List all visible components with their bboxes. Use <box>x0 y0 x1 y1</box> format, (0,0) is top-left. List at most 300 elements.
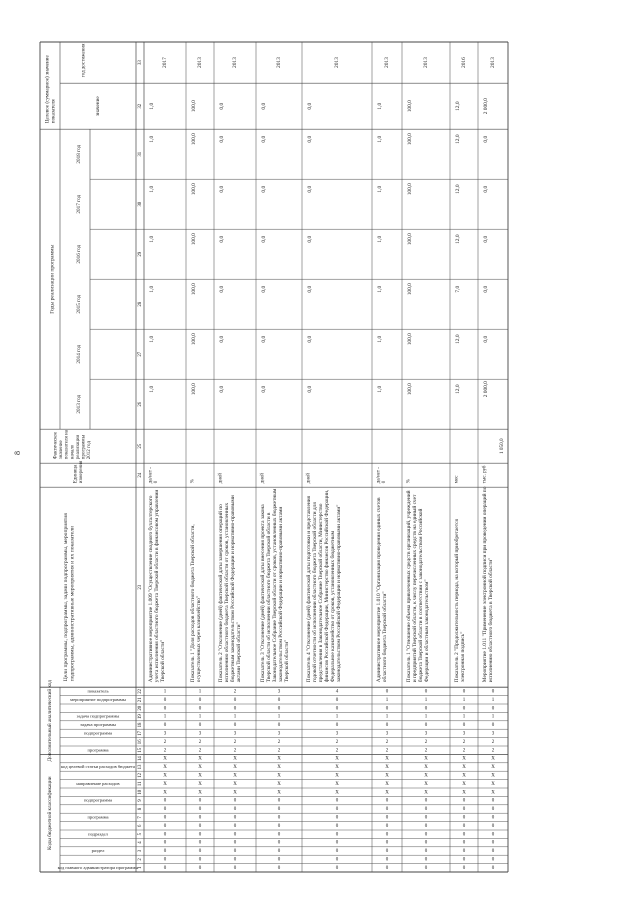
code-cell: 1 <box>335 714 339 720</box>
code-cell: X <box>198 765 202 771</box>
header-code-label: код целевой статьи расходов бюджета <box>61 764 135 770</box>
column-number: 10 <box>138 789 144 795</box>
header-base: 2012 год <box>87 441 93 460</box>
header-code-label: подраздел <box>88 831 108 837</box>
code-cell: X <box>491 756 495 762</box>
row-description: электронная подпись" <box>459 631 466 683</box>
code-cell: X <box>335 765 339 771</box>
code-cell: X <box>462 781 466 787</box>
code-cell: 1 <box>462 697 466 703</box>
code-cell: 0 <box>385 840 389 846</box>
code-cell: 0 <box>385 849 389 855</box>
row-year-value: 1,0 <box>377 285 384 293</box>
column-number: 13 <box>138 764 144 770</box>
row-target-year: 2013 <box>490 57 497 68</box>
row-unit: 0 <box>382 480 388 484</box>
code-cell: 0 <box>277 697 281 703</box>
code-cell: X <box>277 790 281 796</box>
header-target-value: значение <box>95 96 102 117</box>
code-cell: 0 <box>335 807 339 813</box>
code-cell: 1 <box>385 697 389 703</box>
code-cell: X <box>424 773 428 779</box>
code-cell: 0 <box>424 706 428 712</box>
code-cell: 0 <box>385 857 389 863</box>
code-cell: 3 <box>385 731 389 737</box>
row-year-value: 0,0 <box>307 135 314 143</box>
column-number: 27 <box>138 351 144 357</box>
row-year-value: 0,0 <box>261 335 268 343</box>
code-cell: X <box>385 790 389 796</box>
code-cell: X <box>491 781 495 787</box>
code-cell: 0 <box>163 865 167 871</box>
code-cell: 0 <box>385 823 389 829</box>
page-number: 8 <box>13 451 22 455</box>
code-cell: 0 <box>198 832 202 838</box>
code-cell: 0 <box>385 706 389 712</box>
code-cell: 0 <box>385 832 389 838</box>
code-cell: 0 <box>233 857 237 863</box>
row-description: Тверской области" <box>159 639 166 683</box>
row-year-value: 100,0 <box>191 183 198 196</box>
code-cell: 0 <box>277 723 281 729</box>
row-year-value: 12,0 <box>455 184 462 194</box>
indicators-table <box>40 42 508 872</box>
row-target-year: 2013 <box>276 57 283 68</box>
row-description: Тверской области об исполнении областного бюджета Тверской области в <box>265 512 272 683</box>
code-cell: 0 <box>198 723 202 729</box>
code-cell: 0 <box>462 807 466 813</box>
row-year-value: 1,0 <box>149 335 156 343</box>
code-cell: X <box>277 756 281 762</box>
code-cell: 0 <box>198 849 202 855</box>
code-cell: 0 <box>198 807 202 813</box>
column-number: 30 <box>138 201 144 207</box>
row-year-value: 0,0 <box>261 235 268 243</box>
code-cell: 1 <box>163 689 167 695</box>
row-year-value: 12,0 <box>455 134 462 144</box>
row-year-value: 0,0 <box>219 235 226 243</box>
row-target-value: 100,0 <box>407 100 414 113</box>
row-target-value: 100,0 <box>191 100 198 113</box>
row-year-value: 100,0 <box>191 383 198 396</box>
header-code-label: мероприятие подпрограммы <box>70 696 126 702</box>
row-target-year: 2013 <box>334 57 341 68</box>
code-cell: 2 <box>424 739 428 745</box>
code-cell: X <box>335 781 339 787</box>
code-cell: 0 <box>462 706 466 712</box>
code-cell: X <box>198 773 202 779</box>
row-target-year: 2013 <box>197 57 204 68</box>
header-code-label: программа <box>87 814 109 820</box>
code-cell: X <box>385 765 389 771</box>
code-cell: 0 <box>385 723 389 729</box>
row-target-value: 1,0 <box>149 102 156 110</box>
code-cell: 0 <box>491 849 495 855</box>
row-unit: 0 <box>154 480 160 484</box>
code-cell: 0 <box>277 857 281 863</box>
row-description: Федеральное казначейство от сроков, установленных бюджетным <box>330 530 337 683</box>
code-cell: X <box>385 773 389 779</box>
code-cell: X <box>335 773 339 779</box>
code-cell: 0 <box>424 840 428 846</box>
code-cell: 3 <box>424 731 428 737</box>
row-description: Показатель 1 "Отношение объема привлеченных средств организаций, учреждений <box>405 490 412 683</box>
row-year-value: 0,0 <box>307 235 314 243</box>
column-number: 18 <box>138 722 144 728</box>
code-cell: 0 <box>233 849 237 855</box>
row-year-value: 100,0 <box>191 333 198 346</box>
row-description: Мероприятие 1.011 "Применение электронной подписи при проведении операций по <box>481 486 488 683</box>
row-target-value: 0,0 <box>307 102 314 110</box>
code-cell: 0 <box>424 865 428 871</box>
column-number: 11 <box>138 781 144 787</box>
row-year-value: 0,0 <box>307 335 314 343</box>
header-code-label: подпрограмма <box>83 797 113 803</box>
code-cell: X <box>491 773 495 779</box>
code-cell: X <box>424 781 428 787</box>
header-unit: измерения <box>79 460 85 484</box>
code-cell: 0 <box>424 689 428 695</box>
row-target-value: 12,0 <box>455 101 462 111</box>
code-cell: 0 <box>233 815 237 821</box>
row-description: представления в Законодательное Собрание Тверской области, Министерство <box>317 503 324 683</box>
column-number: 1 <box>138 866 144 870</box>
row-year-value: 100,0 <box>407 183 414 196</box>
header-target-year: год достижения <box>81 43 87 78</box>
code-cell: 3 <box>491 731 495 737</box>
row-year-value: 0,0 <box>483 335 490 343</box>
header-code-label: задача программы <box>80 722 116 728</box>
header-year-y2015: 2015 год <box>76 294 83 314</box>
column-number: 14 <box>138 756 144 761</box>
code-cell: 1 <box>198 689 202 695</box>
code-cell: 0 <box>385 689 389 695</box>
code-cell: X <box>233 765 237 771</box>
column-number: 32 <box>138 103 144 109</box>
code-cell: 0 <box>163 723 167 729</box>
header-base: программы <box>81 435 87 460</box>
row-target-value: 0,0 <box>219 102 226 110</box>
row-year-value: 0,0 <box>483 185 490 193</box>
code-cell: 0 <box>385 807 389 813</box>
row-year-value: 100,0 <box>407 283 414 296</box>
code-cell: 0 <box>462 840 466 846</box>
column-number: 15 <box>138 747 144 753</box>
code-cell: X <box>462 756 466 762</box>
code-cell: 0 <box>335 849 339 855</box>
column-number: 31 <box>138 151 144 157</box>
code-cell: 0 <box>198 798 202 804</box>
column-number: 23 <box>138 584 144 590</box>
header-year-y2013: 2013 год <box>76 394 83 414</box>
row-year-value: 0,0 <box>483 285 490 293</box>
header-code-label: код главного администратора программы <box>57 864 139 870</box>
code-cell: 0 <box>462 815 466 821</box>
code-cell: X <box>198 790 202 796</box>
header-target: показателя <box>50 99 57 124</box>
code-cell: 0 <box>491 857 495 863</box>
row-target-value: 2 000,0 <box>483 98 490 115</box>
row-year-value: 0,0 <box>219 335 226 343</box>
column-number: 20 <box>138 705 144 711</box>
row-description: Показатель 3 "Отклонение (дней) фактической даты внесения проекта закона <box>259 504 266 683</box>
code-cell: 4 <box>335 689 339 695</box>
row-description: законодательством Российской Федерации и нормативно-правовыми актами" <box>336 504 343 683</box>
code-cell: 0 <box>335 697 339 703</box>
code-cell: 2 <box>385 739 389 745</box>
code-cell: 0 <box>335 798 339 804</box>
row-description: осуществленных через казначейство" <box>195 595 202 683</box>
row-year-value: 100,0 <box>407 383 414 396</box>
row-unit: дней <box>260 473 266 484</box>
code-cell: 0 <box>277 865 281 871</box>
code-cell: 0 <box>424 798 428 804</box>
code-cell: 0 <box>424 723 428 729</box>
code-cell: 2 <box>233 739 237 745</box>
row-description: финансов Российской Федерации, Министерство финансов Российской Федерации, <box>324 489 331 683</box>
header-base: реализации <box>75 434 81 460</box>
code-cell: 0 <box>277 815 281 821</box>
row-year-value: 0,0 <box>219 135 226 143</box>
column-number: 24 <box>138 472 144 478</box>
header-base: Фактическое <box>53 431 59 460</box>
code-cell: 0 <box>163 706 167 712</box>
column-number: 19 <box>138 714 144 719</box>
header-code-label: показатель <box>87 688 109 694</box>
code-cell: 0 <box>198 706 202 712</box>
row-description: учета исполнения областного бюджета Тверской области в финансовом управлении <box>153 489 160 683</box>
row-unit: да/нет - <box>376 467 382 484</box>
header-goal: подпрограммы, административные мероприятия и их показатели <box>69 526 76 682</box>
row-description: Тверской области" <box>284 639 291 683</box>
code-cell: X <box>335 756 339 762</box>
code-cell: 0 <box>335 823 339 829</box>
code-cell: 0 <box>233 697 237 703</box>
row-unit: да/нет - <box>148 467 154 484</box>
code-cell: X <box>335 790 339 796</box>
code-cell: 0 <box>163 832 167 838</box>
row-unit: % <box>190 479 196 484</box>
code-cell: X <box>163 765 167 771</box>
row-target-year: 2013 <box>384 57 391 68</box>
code-cell: X <box>163 790 167 796</box>
code-cell: X <box>233 756 237 762</box>
code-cell: 0 <box>462 865 466 871</box>
header-classification: Коды бюджетной классификации <box>47 776 54 850</box>
code-cell: X <box>163 756 167 762</box>
column-number: 3 <box>138 849 144 853</box>
column-number: 12 <box>138 773 144 778</box>
row-description: Законодательное Собрание Тверской области от сроков, установленных бюджетным <box>271 488 278 683</box>
code-cell: 0 <box>462 857 466 863</box>
code-cell: 2 <box>385 748 389 754</box>
code-cell: 2 <box>163 748 167 754</box>
code-cell: 2 <box>491 748 495 754</box>
code-cell: 0 <box>198 823 202 829</box>
row-year-value: 0,0 <box>261 185 268 193</box>
row-description: бюджетным законодательством Российской Федерации и нормативно-правовыми <box>229 495 236 683</box>
code-cell: 0 <box>277 832 281 838</box>
code-cell: 0 <box>462 689 466 695</box>
code-cell: X <box>277 773 281 779</box>
code-cell: 0 <box>335 815 339 821</box>
code-cell: 0 <box>424 849 428 855</box>
code-cell: 0 <box>385 798 389 804</box>
code-cell: X <box>233 790 237 796</box>
code-cell: 0 <box>424 807 428 813</box>
row-year-value: 1,0 <box>377 385 384 393</box>
code-cell: 2 <box>233 748 237 754</box>
code-cell: X <box>424 790 428 796</box>
code-cell: 0 <box>198 697 202 703</box>
code-cell: X <box>277 781 281 787</box>
header-extra-class: Дополнительный аналитический код <box>47 680 54 762</box>
code-cell: 0 <box>198 857 202 863</box>
row-year-value: 1,0 <box>149 185 156 193</box>
column-number: 25 <box>138 443 144 449</box>
code-cell: 0 <box>491 798 495 804</box>
code-cell: 0 <box>385 815 389 821</box>
row-target-year: 2013 <box>423 57 430 68</box>
code-cell: 2 <box>277 739 281 745</box>
code-cell: 0 <box>491 823 495 829</box>
code-cell: 0 <box>462 849 466 855</box>
row-description: Показатель 2 "Продолжительность периода, на который приобретается <box>453 518 460 683</box>
code-cell: 0 <box>198 840 202 846</box>
row-target-year: 2017 <box>162 57 169 68</box>
code-cell: 2 <box>462 739 466 745</box>
code-cell: 3 <box>163 731 167 737</box>
code-cell: 0 <box>424 823 428 829</box>
row-target-year: 2013 <box>232 57 239 68</box>
code-cell: 0 <box>198 815 202 821</box>
code-cell: 0 <box>163 840 167 846</box>
code-cell: 0 <box>163 849 167 855</box>
code-cell: 0 <box>233 807 237 813</box>
header-code-label: раздел <box>91 848 105 854</box>
code-cell: 2 <box>424 748 428 754</box>
header-code-label: программа <box>87 747 109 753</box>
row-description: Показатель 1 "Доля расходов областного бюджета Тверской области, <box>189 524 196 683</box>
row-year-value: 0,0 <box>219 285 226 293</box>
row-year-value: 0,0 <box>483 235 490 243</box>
code-cell: 3 <box>277 731 281 737</box>
row-year-value: 100,0 <box>191 133 198 146</box>
code-cell: 1 <box>277 714 281 720</box>
code-cell: 0 <box>424 832 428 838</box>
code-cell: X <box>385 781 389 787</box>
code-cell: 0 <box>335 857 339 863</box>
row-year-value: 12,0 <box>455 334 462 344</box>
row-unit: дней <box>306 473 312 484</box>
code-cell: 1 <box>491 714 495 720</box>
code-cell: 0 <box>491 807 495 813</box>
code-cell: X <box>198 756 202 762</box>
code-cell: 0 <box>462 723 466 729</box>
column-number: 17 <box>138 731 144 736</box>
row-year-value: 0,0 <box>307 385 314 393</box>
code-cell: 3 <box>462 731 466 737</box>
row-description: и предприятий Тверской области, к числу перечисленных средств на единый счет <box>411 494 418 683</box>
code-cell: X <box>491 765 495 771</box>
row-year-value: 100,0 <box>407 233 414 246</box>
header-base: показателя на <box>64 430 70 460</box>
column-number: 22 <box>138 689 144 694</box>
code-cell: 3 <box>335 731 339 737</box>
code-cell: 2 <box>233 689 237 695</box>
code-cell: X <box>424 756 428 762</box>
header-base: значение <box>59 440 65 460</box>
row-description: исполнению областного бюджета в Тверской области" <box>487 557 494 683</box>
row-description: актами Тверской области" <box>236 622 243 683</box>
row-description: бюджета Тверской области в соответствии с законодательством Российской <box>417 508 424 683</box>
row-year-value: 7,0 <box>455 285 462 293</box>
code-cell: 0 <box>277 823 281 829</box>
header-base: начало <box>70 444 76 460</box>
code-cell: 2 <box>277 748 281 754</box>
row-year-value: 12,0 <box>455 234 462 244</box>
code-cell: 0 <box>163 798 167 804</box>
code-cell: 2 <box>198 739 202 745</box>
column-number: 2 <box>138 858 144 861</box>
header-target: Целевое (суммарное) значение <box>44 55 51 124</box>
code-cell: 1 <box>198 714 202 720</box>
row-year-value: 0,0 <box>219 185 226 193</box>
row-year-value: 0,0 <box>483 135 490 143</box>
code-cell: 0 <box>198 865 202 871</box>
column-number: 16 <box>138 739 144 745</box>
row-description: Административное мероприятие 1.010 "Организация проведения единых счетов <box>375 497 382 683</box>
header-year-y2017: 2017 год <box>76 194 83 214</box>
column-number: 29 <box>138 251 144 257</box>
code-cell: 0 <box>233 823 237 829</box>
code-cell: 0 <box>163 815 167 821</box>
row-unit: дней <box>218 473 224 484</box>
row-year-value: 0,0 <box>307 185 314 193</box>
header-code-label: подпрограмма <box>83 730 113 736</box>
header-unit: Единица <box>73 464 79 484</box>
code-cell: 0 <box>424 815 428 821</box>
code-cell: 0 <box>491 815 495 821</box>
code-cell: 0 <box>277 807 281 813</box>
column-number: 5 <box>138 832 144 836</box>
code-cell: 0 <box>424 857 428 863</box>
code-cell: 0 <box>462 798 466 804</box>
code-cell: X <box>233 781 237 787</box>
column-number: 7 <box>138 816 144 819</box>
code-cell: 0 <box>277 849 281 855</box>
code-cell: X <box>462 773 466 779</box>
code-cell: 0 <box>233 840 237 846</box>
code-cell: 0 <box>462 832 466 838</box>
code-cell: 0 <box>277 706 281 712</box>
code-cell: 0 <box>491 840 495 846</box>
code-cell: 3 <box>198 731 202 737</box>
code-cell: 0 <box>163 807 167 813</box>
row-year-value: 1,0 <box>377 185 384 193</box>
row-description: исполнению областного бюджета Тверской области от сроков, установленных <box>223 502 230 683</box>
row-unit: мес <box>454 475 460 484</box>
code-cell: 3 <box>277 689 281 695</box>
code-cell: 0 <box>277 798 281 804</box>
code-cell: 1 <box>424 697 428 703</box>
column-number: 21 <box>138 697 144 703</box>
column-number: 4 <box>138 841 144 844</box>
code-cell: 0 <box>335 832 339 838</box>
code-cell: 0 <box>385 865 389 871</box>
row-year-value: 1,0 <box>149 385 156 393</box>
code-cell: 0 <box>233 865 237 871</box>
